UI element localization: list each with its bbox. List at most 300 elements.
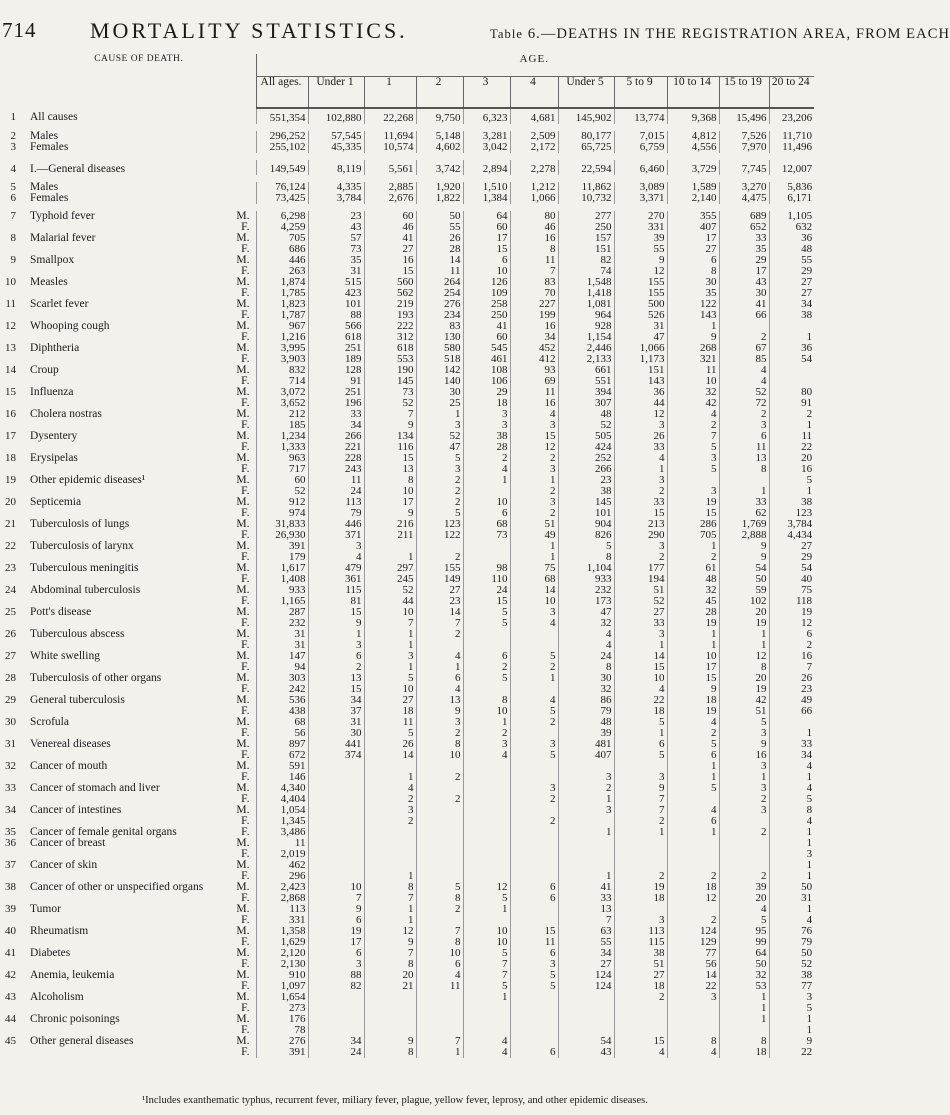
cause-cell: [24, 970, 256, 981]
value-cell: 143: [667, 310, 719, 321]
value-cell: 15: [308, 607, 364, 618]
value-cell: 193: [364, 310, 416, 321]
value-cell: 672: [256, 750, 308, 761]
sex-label: F.: [241, 1024, 250, 1036]
value-cell: 2: [364, 816, 416, 827]
value-cell: 1: [667, 321, 719, 332]
row-number: [2, 1047, 24, 1058]
value-cell: 5: [463, 673, 510, 684]
value-cell: 3: [667, 453, 719, 464]
value-cell: 3: [614, 541, 667, 552]
value-cell: 3: [614, 420, 667, 431]
column-header: 3: [463, 77, 510, 109]
cause-cell: [24, 1047, 256, 1058]
value-cell: 296,252: [256, 131, 308, 142]
sex-label: M.: [236, 408, 250, 420]
value-cell: 55: [558, 937, 614, 948]
value-cell: 3,652: [256, 398, 308, 409]
value-cell: 277: [558, 211, 614, 222]
value-cell: 297: [364, 563, 416, 574]
sex-label: F.: [241, 309, 250, 321]
value-cell: 33: [558, 893, 614, 904]
value-cell: 1: [558, 871, 614, 882]
sex-label: F.: [241, 848, 250, 860]
value-cell: 75: [510, 563, 558, 574]
value-cell: 38: [769, 970, 814, 981]
value-cell: [667, 1014, 719, 1025]
value-cell: 48: [558, 409, 614, 420]
value-cell: 102,880: [308, 108, 364, 124]
value-cell: 73: [364, 387, 416, 398]
value-cell: 7,970: [719, 142, 769, 153]
value-cell: 3: [510, 607, 558, 618]
value-cell: 34: [558, 948, 614, 959]
value-cell: 3,742: [416, 160, 463, 175]
cause-cell: [24, 321, 256, 332]
value-cell: 80: [510, 211, 558, 222]
value-cell: 12: [463, 882, 510, 893]
value-cell: 1: [463, 992, 510, 1003]
value-cell: 15,496: [719, 108, 769, 124]
value-cell: 1: [364, 629, 416, 640]
value-cell: 2,446: [558, 343, 614, 354]
value-cell: 1: [510, 475, 558, 486]
sex-label: F.: [241, 1002, 250, 1014]
value-cell: 9: [667, 332, 719, 343]
cause-cell: [24, 783, 256, 794]
value-cell: 6: [769, 629, 814, 640]
cause-cell: [24, 343, 256, 354]
value-cell: 258: [463, 299, 510, 310]
value-cell: 13,774: [614, 108, 667, 124]
value-cell: 190: [364, 365, 416, 376]
value-cell: 38: [463, 431, 510, 442]
value-cell: 8: [416, 739, 463, 750]
value-cell: 147: [256, 651, 308, 662]
value-cell: 52: [364, 585, 416, 596]
value-cell: 24: [558, 651, 614, 662]
value-cell: 286: [667, 519, 719, 530]
value-cell: 264: [416, 277, 463, 288]
value-cell: 618: [364, 343, 416, 354]
value-cell: 4: [364, 783, 416, 794]
cause-cell: [24, 277, 256, 288]
value-cell: 63: [558, 926, 614, 937]
value-cell: 4,340: [256, 783, 308, 794]
row-number: 24: [5, 584, 16, 596]
value-cell: 17: [463, 233, 510, 244]
value-cell: 1,054: [256, 805, 308, 816]
value-cell: 2: [416, 629, 463, 640]
sex-label: M.: [236, 672, 250, 684]
value-cell: 77: [667, 948, 719, 959]
value-cell: [364, 992, 416, 1003]
sex-label: F.: [241, 892, 250, 904]
value-cell: 81: [308, 596, 364, 607]
value-cell: 1: [463, 475, 510, 486]
value-cell: 32: [558, 618, 614, 629]
value-cell: 20: [769, 453, 814, 464]
value-cell: 6: [510, 1047, 558, 1058]
value-cell: 26: [416, 233, 463, 244]
value-cell: 10: [308, 882, 364, 893]
value-cell: 20: [719, 607, 769, 618]
value-cell: 151: [558, 244, 614, 255]
value-cell: 251: [308, 343, 364, 354]
value-cell: 124: [667, 926, 719, 937]
value-cell: 52: [614, 596, 667, 607]
value-cell: 24: [308, 1047, 364, 1058]
value-cell: 1: [364, 662, 416, 673]
column-header: 15 to 19: [719, 77, 769, 109]
value-cell: 515: [308, 277, 364, 288]
value-cell: 6,298: [256, 211, 308, 222]
value-cell: 12: [364, 926, 416, 937]
value-cell: 1: [558, 827, 614, 838]
table-row: [2, 981, 814, 992]
table-row: [2, 142, 814, 153]
sex-label: M.: [236, 276, 250, 288]
cause-label: Chronic poisonings: [30, 1013, 120, 1025]
value-cell: [769, 365, 814, 376]
value-cell: 29: [719, 255, 769, 266]
value-cell: 27: [364, 244, 416, 255]
value-cell: 110: [463, 574, 510, 585]
value-cell: 1: [719, 992, 769, 1003]
table-row: [2, 160, 814, 175]
row-number: 23: [5, 562, 16, 574]
value-cell: 50: [769, 948, 814, 959]
value-cell: 36: [769, 233, 814, 244]
value-cell: 232: [256, 618, 308, 629]
value-cell: [510, 827, 558, 838]
value-cell: 412: [510, 354, 558, 365]
value-cell: 10: [463, 706, 510, 717]
value-cell: 4: [667, 717, 719, 728]
value-cell: 14: [416, 607, 463, 618]
value-cell: 83: [510, 277, 558, 288]
cause-label: I.—General diseases: [30, 163, 126, 175]
value-cell: 6: [463, 255, 510, 266]
value-cell: 10: [463, 937, 510, 948]
value-cell: 64: [719, 948, 769, 959]
value-cell: 27: [769, 541, 814, 552]
value-cell: 91: [308, 376, 364, 387]
value-cell: 85: [719, 354, 769, 365]
value-cell: 10,732: [558, 193, 614, 204]
value-cell: 28: [667, 607, 719, 618]
value-cell: 64: [463, 211, 510, 222]
sex-label: F.: [241, 573, 250, 585]
value-cell: 14: [510, 585, 558, 596]
row-number: 43: [5, 991, 16, 1003]
value-cell: 232: [558, 585, 614, 596]
value-cell: [510, 992, 558, 1003]
value-cell: 1: [667, 772, 719, 783]
value-cell: 4,259: [256, 222, 308, 233]
value-cell: 4: [510, 409, 558, 420]
value-cell: 6,171: [769, 193, 814, 204]
value-cell: [510, 849, 558, 860]
age-header: AGE.: [256, 54, 814, 77]
value-cell: 270: [614, 211, 667, 222]
value-cell: [364, 1003, 416, 1014]
value-cell: 11: [416, 981, 463, 992]
value-cell: 69: [510, 376, 558, 387]
value-cell: 91: [769, 398, 814, 409]
value-cell: 185: [256, 420, 308, 431]
sex-label: M.: [236, 474, 250, 486]
value-cell: [463, 761, 510, 772]
value-cell: 8: [364, 1047, 416, 1058]
sex-label: F.: [241, 507, 250, 519]
value-cell: 50: [769, 882, 814, 893]
value-cell: 33: [614, 442, 667, 453]
value-cell: 7,745: [719, 160, 769, 175]
value-cell: 5,836: [769, 182, 814, 193]
value-cell: 30: [308, 728, 364, 739]
value-cell: 155: [614, 288, 667, 299]
value-cell: 2: [719, 409, 769, 420]
value-cell: [463, 1003, 510, 1014]
value-cell: 10: [667, 376, 719, 387]
value-cell: 7: [364, 948, 416, 959]
value-cell: [667, 849, 719, 860]
table-label: Table: [490, 27, 524, 41]
value-cell: 60: [463, 332, 510, 343]
value-cell: [558, 1003, 614, 1014]
sex-label: F.: [241, 661, 250, 673]
cause-label: Typhoid fever: [30, 210, 95, 222]
value-cell: 686: [256, 244, 308, 255]
value-cell: 8: [667, 1036, 719, 1047]
value-cell: 3: [463, 739, 510, 750]
value-cell: 38: [769, 310, 814, 321]
value-cell: 3: [510, 464, 558, 475]
value-cell: 1: [667, 761, 719, 772]
value-cell: 714: [256, 376, 308, 387]
value-cell: 16: [364, 255, 416, 266]
value-cell: 3: [719, 805, 769, 816]
value-cell: 1: [769, 871, 814, 882]
value-cell: 22: [769, 442, 814, 453]
page-number: 714: [2, 18, 37, 42]
value-cell: 6: [308, 651, 364, 662]
sex-label: F.: [241, 749, 250, 761]
sex-label: F.: [241, 419, 250, 431]
value-cell: 5: [510, 750, 558, 761]
value-cell: 438: [256, 706, 308, 717]
cause-cell: [24, 904, 256, 915]
cause-cell: [24, 108, 256, 124]
cause-cell: [24, 992, 256, 1003]
table-row: [2, 827, 814, 838]
value-cell: 27: [558, 959, 614, 970]
cause-cell: [24, 365, 256, 376]
sex-label: M.: [236, 782, 250, 794]
cause-cell: [24, 255, 256, 266]
value-cell: 11: [364, 717, 416, 728]
value-cell: 9: [364, 420, 416, 431]
value-cell: [416, 849, 463, 860]
value-cell: 33: [719, 233, 769, 244]
value-cell: 394: [558, 387, 614, 398]
value-cell: 23: [558, 475, 614, 486]
cause-label: All causes: [30, 111, 78, 123]
value-cell: 20: [364, 970, 416, 981]
value-cell: 49: [510, 530, 558, 541]
value-cell: 22: [769, 1047, 814, 1058]
value-cell: 1,654: [256, 992, 308, 1003]
value-cell: 5: [558, 541, 614, 552]
value-cell: 123: [769, 508, 814, 519]
value-cell: [463, 849, 510, 860]
value-cell: [614, 849, 667, 860]
value-cell: 34: [308, 1036, 364, 1047]
value-cell: 1: [769, 1014, 814, 1025]
value-cell: 19: [719, 618, 769, 629]
cause-cell: [24, 541, 256, 552]
value-cell: 1: [416, 1047, 463, 1058]
value-cell: 1,408: [256, 574, 308, 585]
value-cell: 5: [667, 464, 719, 475]
value-cell: [416, 1014, 463, 1025]
value-cell: 12: [667, 893, 719, 904]
value-cell: 48: [558, 717, 614, 728]
value-cell: 77: [769, 981, 814, 992]
value-cell: 2: [769, 640, 814, 651]
column-header: Under 5: [558, 77, 614, 109]
value-cell: 39: [614, 233, 667, 244]
value-cell: 4: [719, 376, 769, 387]
value-cell: 4,404: [256, 794, 308, 805]
value-cell: 1,066: [614, 343, 667, 354]
cause-label: Cancer of intestines: [30, 804, 122, 816]
cause-cell: [24, 673, 256, 684]
value-cell: [416, 805, 463, 816]
value-cell: 3: [719, 728, 769, 739]
value-cell: 51: [510, 519, 558, 530]
cause-label: Malarial fever: [30, 232, 96, 244]
value-cell: 6: [667, 255, 719, 266]
value-cell: 290: [614, 530, 667, 541]
row-number: 38: [5, 881, 16, 893]
value-cell: 2: [558, 783, 614, 794]
value-cell: 7: [463, 970, 510, 981]
value-cell: [558, 838, 614, 849]
value-cell: 4: [510, 695, 558, 706]
value-cell: [308, 838, 364, 849]
value-cell: 44: [614, 398, 667, 409]
cause-cell: [24, 948, 256, 959]
value-cell: 52: [256, 486, 308, 497]
value-cell: 661: [558, 365, 614, 376]
value-cell: 12,007: [769, 160, 814, 175]
row-number: 1: [10, 111, 16, 123]
value-cell: 7: [416, 926, 463, 937]
value-cell: 51: [614, 585, 667, 596]
value-cell: 194: [614, 574, 667, 585]
value-cell: 140: [416, 376, 463, 387]
value-cell: 13: [416, 695, 463, 706]
value-cell: 101: [558, 508, 614, 519]
value-cell: 3: [769, 992, 814, 1003]
value-cell: 1: [364, 915, 416, 926]
value-cell: 717: [256, 464, 308, 475]
sex-label: M.: [236, 562, 250, 574]
value-cell: 1,345: [256, 816, 308, 827]
value-cell: 48: [667, 574, 719, 585]
value-cell: 43: [308, 222, 364, 233]
value-cell: [510, 838, 558, 849]
value-cell: 963: [256, 453, 308, 464]
value-cell: 705: [256, 233, 308, 244]
value-cell: 196: [308, 398, 364, 409]
value-cell: 1,333: [256, 442, 308, 453]
row-number: 14: [5, 364, 16, 376]
value-cell: 7: [364, 409, 416, 420]
value-cell: 2: [614, 552, 667, 563]
value-cell: 12: [614, 266, 667, 277]
value-cell: 50: [416, 211, 463, 222]
cause-column-header: CAUSE OF DEATH.: [94, 54, 184, 64]
value-cell: [558, 849, 614, 860]
sex-label: M.: [236, 925, 250, 937]
sex-label: M.: [236, 606, 250, 618]
value-cell: 1: [719, 772, 769, 783]
cause-label: White swelling: [30, 650, 100, 662]
value-cell: [463, 816, 510, 827]
value-cell: 143: [614, 376, 667, 387]
value-cell: 3: [614, 629, 667, 640]
cause-cell: [24, 431, 256, 442]
value-cell: 518: [416, 354, 463, 365]
value-cell: 263: [256, 266, 308, 277]
value-cell: 632: [769, 222, 814, 233]
value-cell: 8: [416, 937, 463, 948]
value-cell: 303: [256, 673, 308, 684]
value-cell: 66: [769, 706, 814, 717]
value-cell: 8: [719, 662, 769, 673]
value-cell: 155: [614, 277, 667, 288]
value-cell: 3,729: [667, 160, 719, 175]
value-cell: 1,874: [256, 277, 308, 288]
row-number: 44: [5, 1013, 16, 1025]
value-cell: 8: [558, 552, 614, 563]
value-cell: 14: [416, 255, 463, 266]
sex-label: F.: [241, 1046, 250, 1058]
value-cell: 35: [308, 255, 364, 266]
value-cell: 536: [256, 695, 308, 706]
value-cell: 18: [667, 695, 719, 706]
value-cell: 15: [308, 684, 364, 695]
value-cell: 618: [308, 332, 364, 343]
value-cell: 8: [558, 662, 614, 673]
value-cell: 1,589: [667, 182, 719, 193]
value-cell: 11: [510, 387, 558, 398]
value-cell: 245: [364, 574, 416, 585]
value-cell: 39: [719, 882, 769, 893]
row-number: 8: [10, 232, 16, 244]
value-cell: 9: [719, 541, 769, 552]
value-cell: 33: [769, 739, 814, 750]
value-cell: 12: [719, 651, 769, 662]
value-cell: 2: [308, 662, 364, 673]
value-cell: 4: [769, 783, 814, 794]
value-cell: 122: [667, 299, 719, 310]
cause-cell: [24, 193, 256, 204]
value-cell: 2: [667, 552, 719, 563]
